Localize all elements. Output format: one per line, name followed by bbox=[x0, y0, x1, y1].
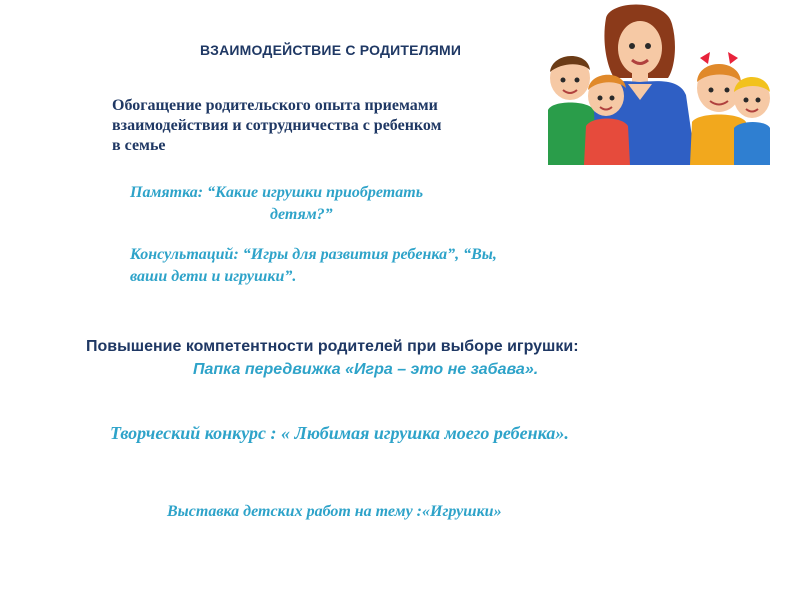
consultations-text: Консультаций: “Игры для развития ребенка”, “Вы, ваши дети и игрушки”. bbox=[130, 246, 497, 285]
teacher-children-illustration bbox=[548, 0, 770, 165]
exhibition-text: Выставка детских работ на тему :«Игрушки» bbox=[167, 503, 502, 520]
enrichment-text: Обогащение родительского опыта приемами взаимодействия и сотрудничества с ребенком в семье bbox=[112, 97, 442, 154]
memo-line-1: Памятка: “Какие игрушки приобретать bbox=[130, 184, 423, 201]
competence-heading: Повышение компетентности родителей при выборе игрушки: bbox=[86, 338, 579, 355]
memo-line-2: детям?” bbox=[270, 206, 333, 223]
contest-text: Творческий конкурс : « Любимая игрушка моего ребенка». bbox=[110, 423, 569, 443]
folder-text: Папка передвижка «Игра – это не забава». bbox=[193, 361, 539, 378]
page-title: ВЗАИМОДЕЙСТВИЕ С РОДИТЕЛЯМИ bbox=[200, 42, 462, 58]
